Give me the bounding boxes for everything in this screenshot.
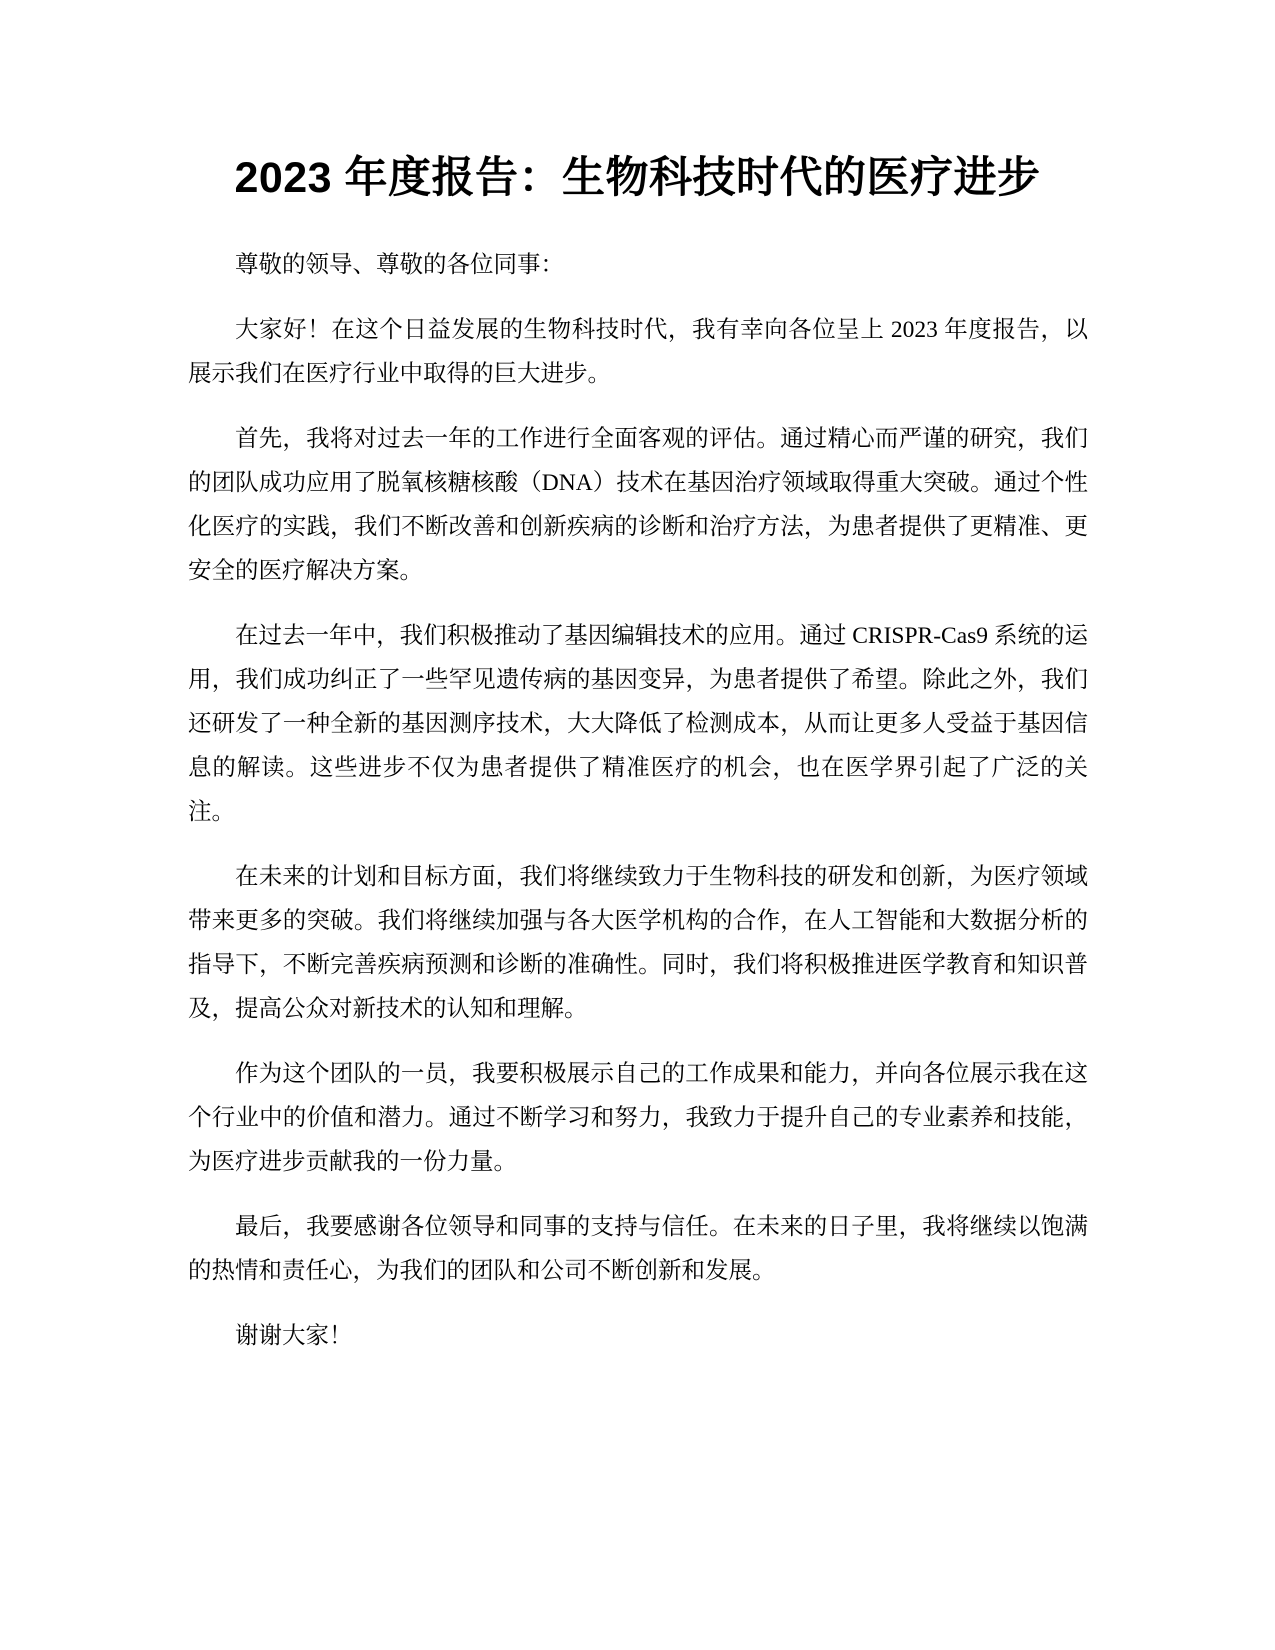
paragraph-evaluation: 首先，我将对过去一年的工作进行全面客观的评估。通过精心而严谨的研究，我们的团队成功应用了脱氧核糖核酸（DNA）技术在基因治疗领域取得重大突破。通过个性化医疗的实践，我们不断改善和创新疾病的诊断和治疗方法，为患者提供了更精准、更安全的医疗解决方案。 [188, 426, 1088, 584]
paragraph-future-plans: 在未来的计划和目标方面，我们将继续致力于生物科技的研发和创新，为医疗领域带来更多的突破。我们将继续加强与各大医学机构的合作，在人工智能和大数据分析的指导下，不断完善疾病预测和诊断的准确性。同时，我们将积极推进医学教育和知识普及，提高公众对新技术的认知和理解。 [188, 864, 1088, 1022]
paragraph-personal: 作为这个团队的一员，我要积极展示自己的工作成果和能力，并向各位展示我在这个行业中的价值和潜力。通过不断学习和努力，我致力于提升自己的专业素养和技能，为医疗进步贡献我的一份力量。 [188, 1061, 1088, 1175]
document-title: 2023 年度报告：生物科技时代的医疗进步 [234, 154, 1041, 202]
closing: 谢谢大家！ [235, 1323, 353, 1349]
paragraph-gene-editing: 在过去一年中，我们积极推动了基因编辑技术的应用。通过 CRISPR-Cas9 系统的运用，我们成功纠正了一些罕见遗传病的基因变异，为患者提供了希望。除此之外，我们还研发了一种全新的基因测序技术，大大降低了检测成本，从而让更多人受益于基因信息的解读。这些进步不仅为患者提供了精准医疗的机会，也在医学界引起了广泛的关注。 [188, 623, 1088, 825]
paragraph-thanks: 最后，我要感谢各位领导和同事的支持与信任。在未来的日子里，我将继续以饱满的热情和责任心，为我们的团队和公司不断创新和发展。 [188, 1214, 1088, 1284]
paragraph-greeting: 大家好！在这个日益发展的生物科技时代，我有幸向各位呈上 2023 年度报告，以展示我们在医疗行业中取得的巨大进步。 [188, 317, 1088, 387]
document-body [188, 243, 1088, 1379]
salutation: 尊敬的领导、尊敬的各位同事： [235, 252, 564, 278]
